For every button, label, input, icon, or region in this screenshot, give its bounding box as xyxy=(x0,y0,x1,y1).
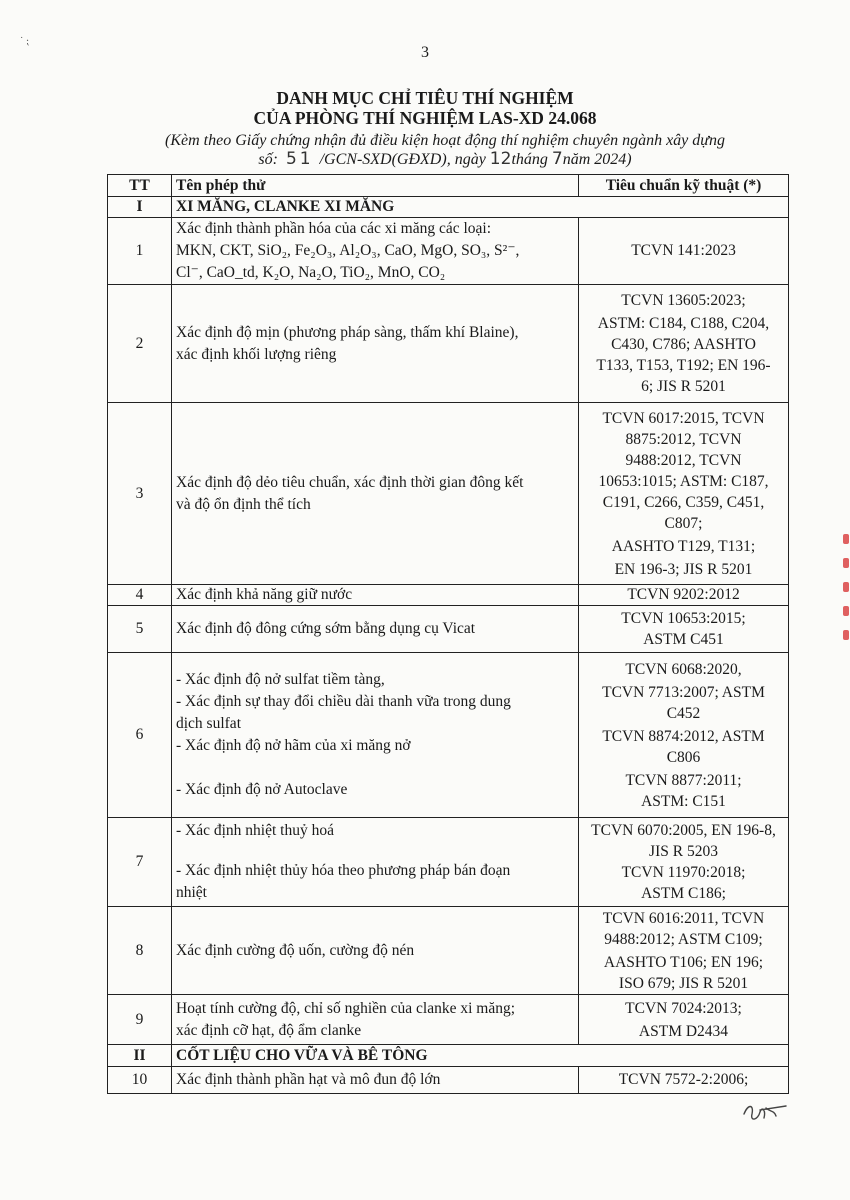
stamp-fragment xyxy=(843,606,849,616)
standard-line: TCVN 13605:2023; xyxy=(621,292,746,309)
row-number: 1 xyxy=(108,218,172,285)
stamp-fragment xyxy=(843,534,849,544)
standard-line: 10653:1015; ASTM: C187, xyxy=(598,472,769,490)
test-name xyxy=(172,818,579,907)
test-catalog-table xyxy=(107,174,789,1094)
test-name-line: - Xác định độ nở sulfat tiềm tàng, xyxy=(176,671,385,688)
standard-line: TCVN 6070:2005, EN 196-8, xyxy=(591,822,776,839)
test-name-line: Hoạt tính cường độ, chỉ số nghiền của clanke xi măng; xyxy=(176,999,516,1017)
page-number: 3 xyxy=(421,44,429,61)
standard-line: TCVN 6017:2015, TCVN xyxy=(602,409,765,427)
test-name-line: dịch sulfat xyxy=(176,715,241,732)
standard-line: TCVN 8877:2011; xyxy=(625,771,742,789)
subtitle-line-2 xyxy=(100,150,790,169)
standard-line: C430, C786; AASHTO xyxy=(611,336,756,353)
standard-line: TCVN 11970:2018; xyxy=(621,864,746,881)
standard-line: C191, C266, C359, C451, xyxy=(602,493,765,511)
standard xyxy=(579,653,789,818)
header-test-name: Tên phép thử xyxy=(172,175,579,197)
test-name-line: - Xác định độ nở Autoclave xyxy=(176,781,348,798)
test-name-line: - Xác định nhiệt thuỷ hoá xyxy=(176,822,334,839)
subtitle-mid: /GCN-SXD(GĐXD), ngày xyxy=(319,151,486,168)
standard xyxy=(579,606,789,653)
standard: TCVN 141:2023 xyxy=(579,218,789,285)
signature-initials xyxy=(740,1098,790,1128)
standard xyxy=(579,818,789,907)
standard-line: ASTM: C151 xyxy=(641,792,726,810)
standard-line: ISO 679; JIS R 5201 xyxy=(618,974,749,992)
table-row xyxy=(108,218,789,285)
table-row xyxy=(108,653,789,818)
row-number: 4 xyxy=(108,585,172,606)
standard-line: ASTM C186; xyxy=(641,885,726,902)
handwritten-month: 7 xyxy=(551,149,563,169)
row-number: 8 xyxy=(108,907,172,995)
test-name-line: và độ ổn định thể tích xyxy=(176,495,311,513)
subtitle xyxy=(100,131,790,169)
test-name xyxy=(172,218,579,285)
test-name: Xác định độ đông cứng sớm bằng dụng cụ Vicat xyxy=(172,606,579,653)
table-row xyxy=(108,403,789,585)
test-name-line: MKN, CKT, SiO₂, Fe₂O₃, Al₂O₃, CaO, MgO, SO₃, S²⁻, xyxy=(176,242,520,259)
standard-line: 6; JIS R 5201 xyxy=(641,378,726,395)
test-name-line: - Xác định nhiệt thủy hóa theo phương pháp bán đoạn xyxy=(176,862,511,879)
table-row xyxy=(108,606,789,653)
table-row xyxy=(108,995,789,1045)
test-name xyxy=(172,653,579,818)
standard-line: EN 196-3; JIS R 5201 xyxy=(614,560,753,578)
row-number: 2 xyxy=(108,285,172,403)
row-number: 10 xyxy=(108,1067,172,1094)
test-name-line: Cl⁻, CaO_td, K₂O, Na₂O, TiO₂, MnO, CO₂ xyxy=(176,264,446,281)
table-row xyxy=(108,1067,789,1094)
standard: TCVN 7572-2:2006; xyxy=(579,1067,789,1094)
standard-line: AASHTO T106; EN 196; xyxy=(603,953,764,971)
standard: TCVN 9202:2012 xyxy=(579,585,789,606)
subtitle-line-1: (Kèm theo Giấy chứng nhận đủ điều kiện hoạt động thí nghiệm chuyên ngành xây dựng xyxy=(165,132,725,149)
standard xyxy=(579,995,789,1045)
standard-line: C806 xyxy=(666,748,701,766)
test-name-line: - Xác định độ nở hãm của xi măng nở xyxy=(176,737,411,754)
test-name-line: Xác định thành phần hóa của các xi măng các loại: xyxy=(176,220,492,237)
section-number: II xyxy=(108,1045,172,1067)
subtitle-end: năm 2024) xyxy=(562,151,632,168)
seal-stamp-edge xyxy=(840,520,850,680)
stamp-fragment xyxy=(843,558,849,568)
table-row xyxy=(108,818,789,907)
standard-line: C807; xyxy=(664,514,703,532)
standard-line: 8875:2012, TCVN xyxy=(625,430,742,448)
test-name-line: xác định khối lượng riêng xyxy=(176,345,337,363)
handwritten-certificate-number: 51 xyxy=(285,149,314,169)
standard-line: ASTM: C184, C188, C204, xyxy=(597,315,770,332)
test-name-line: xác định cỡ hạt, độ ẩm clanke xyxy=(176,1021,362,1039)
test-name-line: Xác định độ dẻo tiêu chuẩn, xác định thời gian đông kết xyxy=(176,473,524,491)
standard-line: TCVN 6016:2011, TCVN xyxy=(602,909,765,927)
standard-line: C452 xyxy=(666,704,701,722)
test-name: Xác định khả năng giữ nước xyxy=(172,585,579,606)
spacer xyxy=(176,842,574,860)
section-title: XI MĂNG, CLANKE XI MĂNG xyxy=(172,197,789,218)
standard-line: TCVN 7713:2007; ASTM xyxy=(602,683,765,701)
corner-mark: ˙ ⁏ xyxy=(20,36,30,47)
standard xyxy=(579,403,789,585)
test-name-line: - Xác định sự thay đổi chiều dài thanh vữa trong dung xyxy=(176,693,511,710)
row-number: 6 xyxy=(108,653,172,818)
stamp-fragment xyxy=(843,582,849,592)
table-row xyxy=(108,907,789,995)
row-number: 5 xyxy=(108,606,172,653)
row-number: 9 xyxy=(108,995,172,1045)
test-name xyxy=(172,995,579,1045)
page-title-line-2: CỦA PHÒNG THÍ NGHIỆM LAS-XD 24.068 xyxy=(253,108,597,128)
standard-line: 9488:2012; ASTM C109; xyxy=(604,930,763,948)
standard-line: AASHTO T129, T131; xyxy=(611,537,756,555)
header-standard: Tiêu chuẩn kỹ thuật (*) xyxy=(579,175,789,197)
standard-line: TCVN 7024:2013; xyxy=(625,999,742,1017)
section-row-1 xyxy=(108,197,789,218)
subtitle-thang: tháng xyxy=(511,151,548,168)
standard-line: ASTM D2434 xyxy=(638,1022,729,1040)
standard-line: T133, T153, T192; EN 196- xyxy=(596,357,771,374)
standard-line: ASTM C451 xyxy=(643,631,724,648)
test-name-line: nhiệt xyxy=(176,884,207,901)
test-name xyxy=(172,403,579,585)
table-row xyxy=(108,285,789,403)
table-row xyxy=(108,585,789,606)
standard xyxy=(579,285,789,403)
standard-line: 9488:2012, TCVN xyxy=(625,451,742,469)
spacer xyxy=(176,757,574,779)
section-number: I xyxy=(108,197,172,218)
header-tt: TT xyxy=(108,175,172,197)
handwritten-day: 12 xyxy=(489,149,512,169)
stamp-fragment xyxy=(843,630,849,640)
standard-line: JIS R 5203 xyxy=(649,843,718,860)
section-row-2 xyxy=(108,1045,789,1067)
standard-line: TCVN 10653:2015; xyxy=(621,610,746,627)
section-title: CỐT LIỆU CHO VỮA VÀ BÊ TÔNG xyxy=(172,1045,789,1067)
test-name: Xác định thành phần hạt và mô đun độ lớn xyxy=(172,1067,579,1094)
row-number: 7 xyxy=(108,818,172,907)
test-name xyxy=(172,285,579,403)
standard xyxy=(579,907,789,995)
subtitle-so: số: xyxy=(258,151,278,168)
table-header-row xyxy=(108,175,789,197)
row-number: 3 xyxy=(108,403,172,585)
test-name: Xác định cường độ uốn, cường độ nén xyxy=(172,907,579,995)
standard-line: TCVN 8874:2012, ASTM xyxy=(602,727,765,745)
page-title-line-1: DANH MỤC CHỈ TIÊU THÍ NGHIỆM xyxy=(276,88,574,108)
standard-line: TCVN 6068:2020, xyxy=(625,660,742,678)
test-name-line: Xác định độ mịn (phương pháp sàng, thấm khí Blaine), xyxy=(176,323,519,341)
